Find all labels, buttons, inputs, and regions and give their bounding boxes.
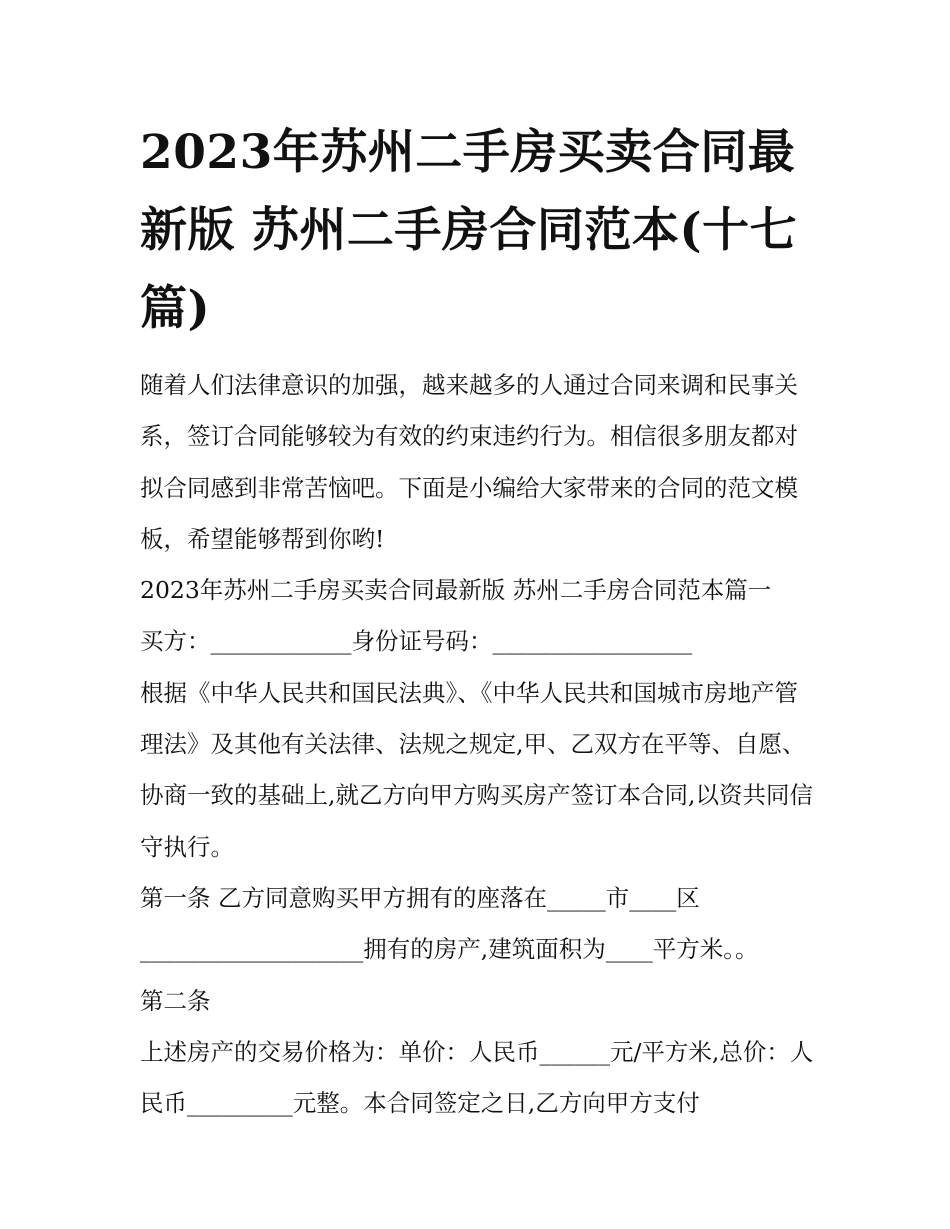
price-paragraph: 上述房产的交易价格为：单价：人民币______元/平方米,总价：人民币_________元整。本合同签定之日,乙方向甲方支付 bbox=[140, 1037, 814, 1118]
section-heading: 2023年苏州二手房买卖合同最新版 苏州二手房合同范本篇一 bbox=[140, 576, 772, 605]
article-two-heading: 第二条 bbox=[140, 986, 211, 1015]
legal-basis-paragraph: 根据《中华人民共和国民法典》、《中华人民共和国城市房地产管理法》及其他有关法律、法规之规定,甲、乙双方在平等、自愿、协商一致的基础上,就乙方向甲方购买房产签订本合同,以资共同信守执行。 bbox=[140, 678, 813, 861]
intro-paragraph: 随着人们法律意识的加强，越来越多的人通过合同来调和民事关系，签订合同能够较为有效的约束违约行为。相信很多朋友都对拟合同感到非常苦恼吧。下面是小编给大家带来的合同的范文模板，希望能够帮到你哟! bbox=[140, 371, 798, 553]
article-one: 第一条 乙方同意购买甲方拥有的座落在_____市____区___________________拥有的房产,建筑面积为____平方米。。 bbox=[140, 883, 759, 964]
buyer-line: 买方：____________身份证号码：_________________ bbox=[140, 627, 693, 656]
document-page bbox=[140, 114, 820, 1129]
document-title: 2023年苏州二手房买卖合同最新版 苏州二手房合同范本(十七篇) bbox=[140, 125, 798, 336]
